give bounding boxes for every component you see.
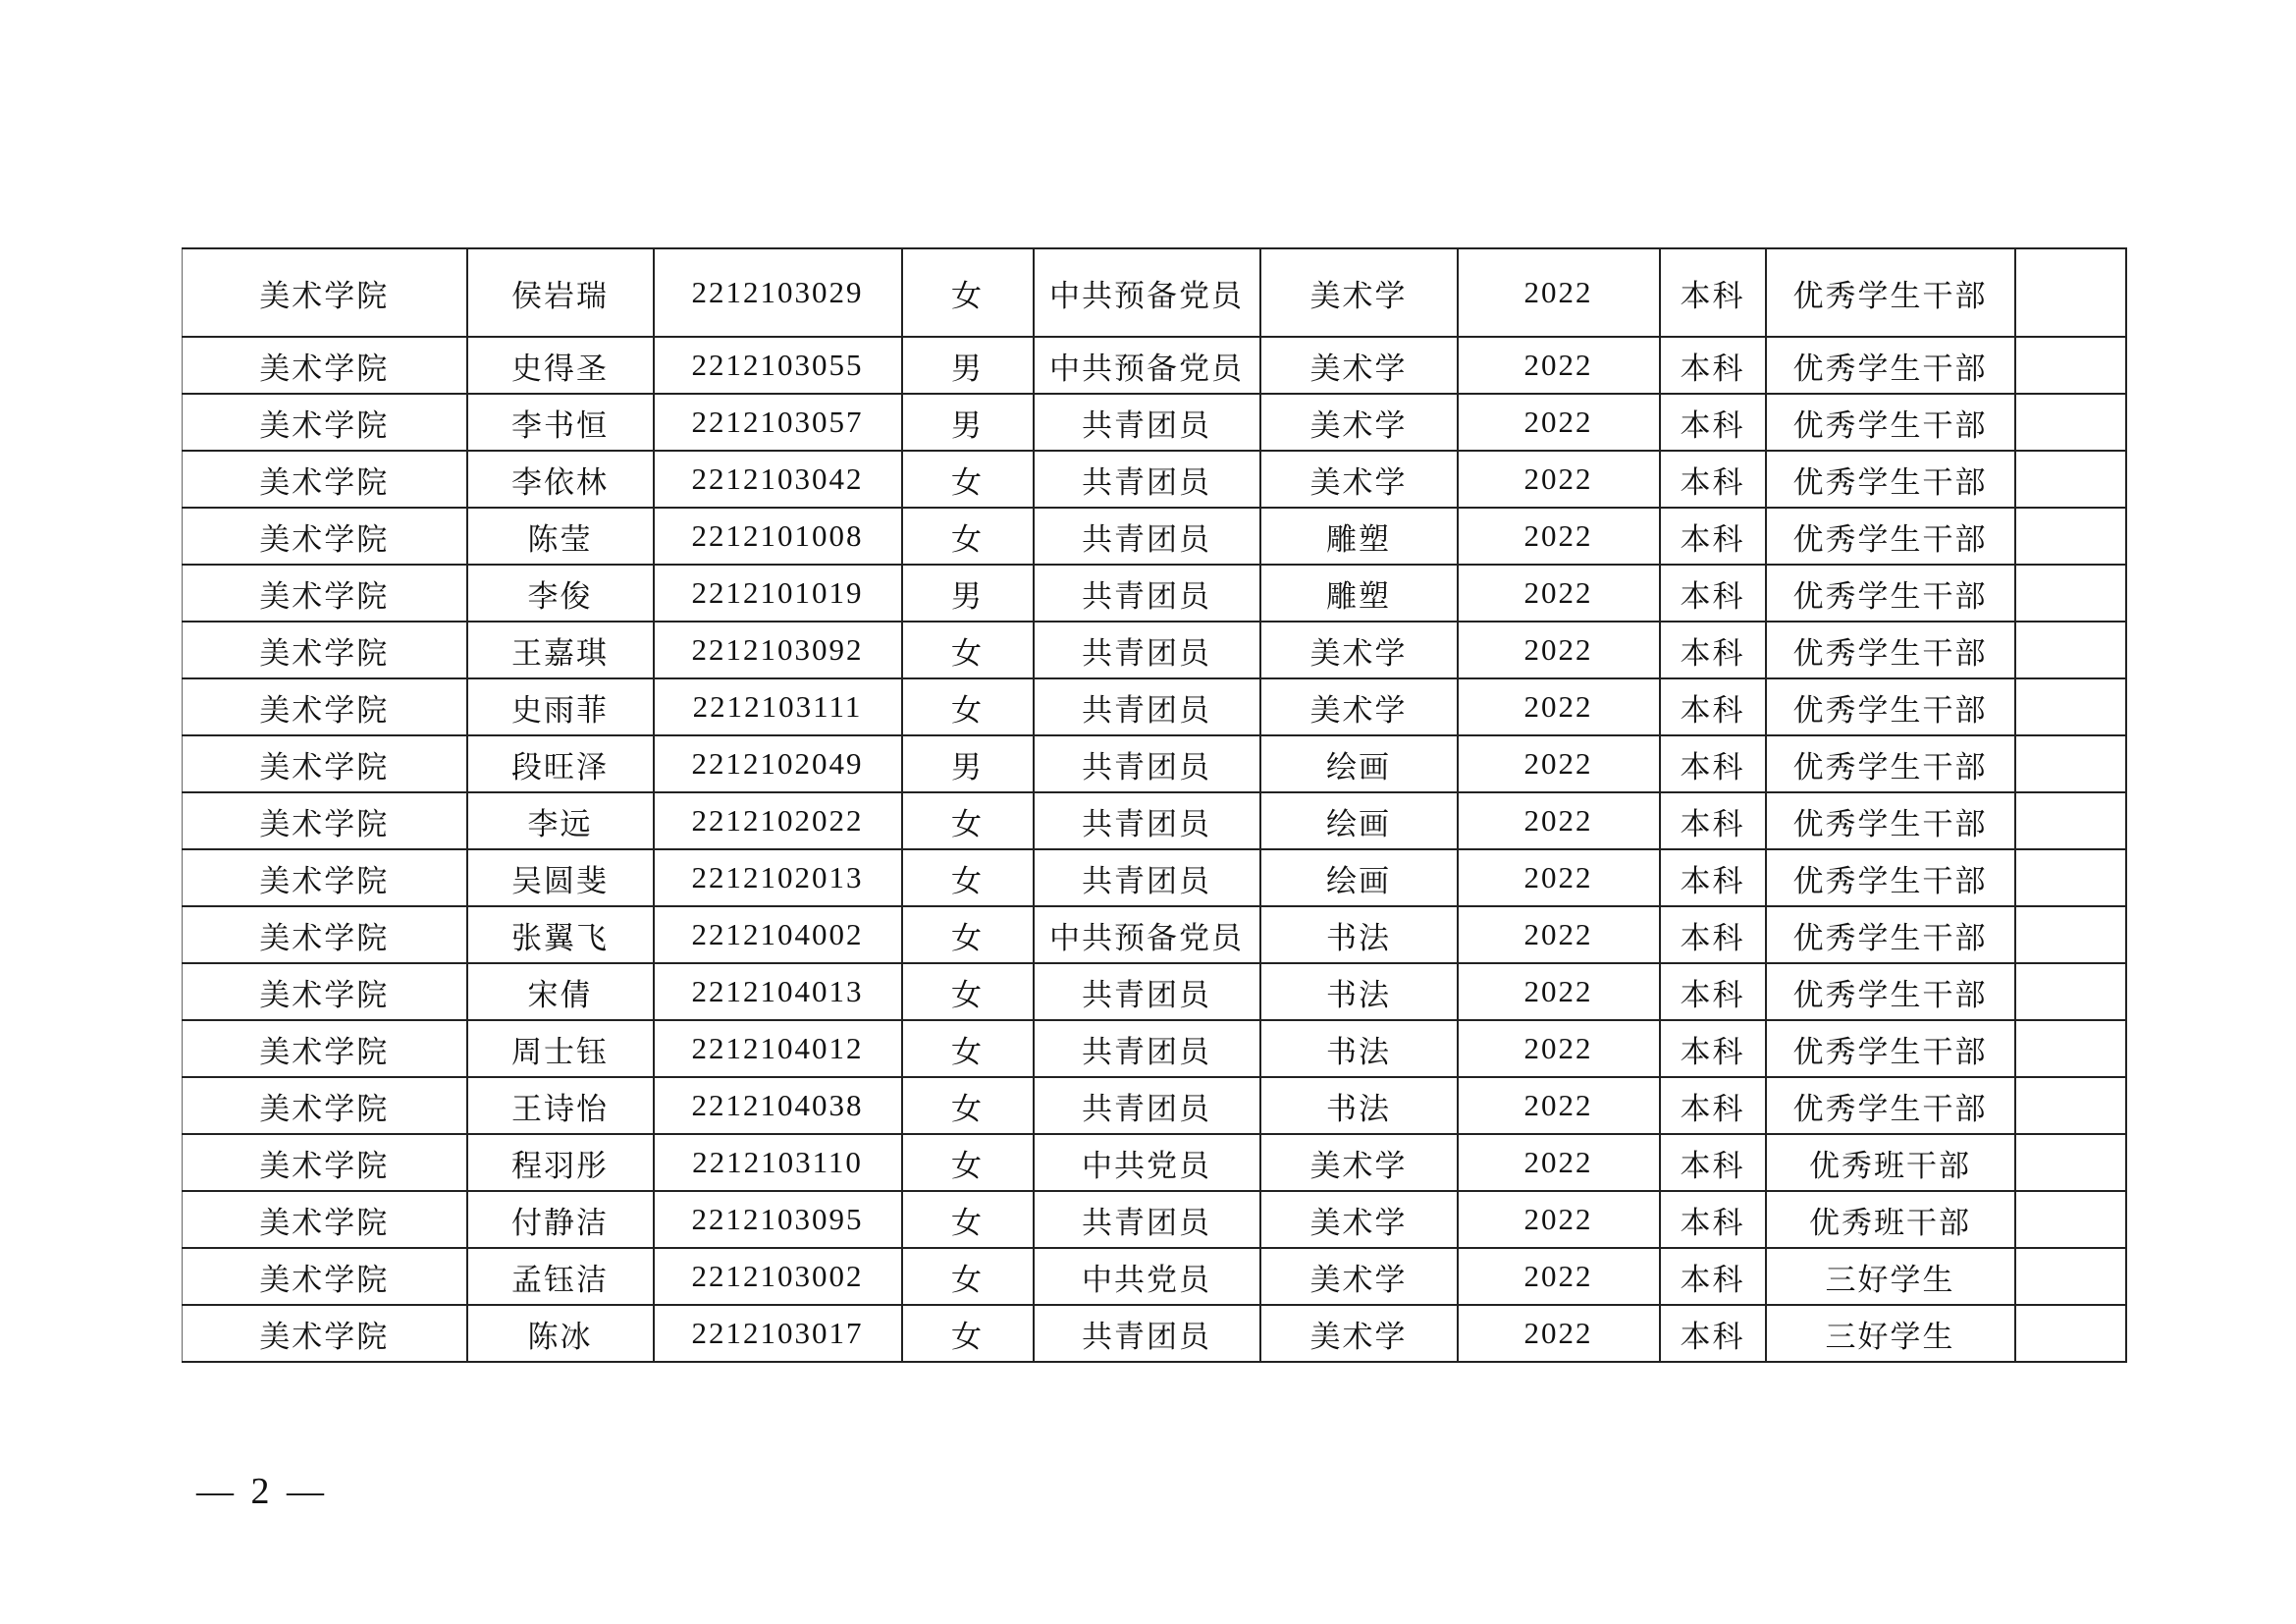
- degree-level-cell: 本科: [1660, 1077, 1766, 1134]
- gender-cell: 女: [902, 451, 1034, 508]
- award-cell: 优秀学生干部: [1766, 394, 2015, 451]
- college-cell: 美术学院: [183, 735, 467, 792]
- degree-level-cell: 本科: [1660, 849, 1766, 906]
- award-cell: 优秀学生干部: [1766, 248, 2015, 337]
- student-id-cell: 2212101019: [654, 565, 902, 622]
- degree-level-cell: 本科: [1660, 1305, 1766, 1362]
- remark-cell: [2015, 792, 2126, 849]
- degree-level-cell: 本科: [1660, 1248, 1766, 1305]
- political-status-cell: 共青团员: [1034, 792, 1260, 849]
- award-cell: 优秀学生干部: [1766, 337, 2015, 394]
- college-cell: 美术学院: [183, 963, 467, 1020]
- name-cell: 程羽彤: [467, 1134, 654, 1191]
- major-cell: 美术学: [1260, 337, 1458, 394]
- college-cell: 美术学院: [183, 1248, 467, 1305]
- name-cell: 王诗怡: [467, 1077, 654, 1134]
- student-id-cell: 2212102013: [654, 849, 902, 906]
- degree-level-cell: 本科: [1660, 248, 1766, 337]
- gender-cell: 女: [902, 963, 1034, 1020]
- table-row: [183, 1191, 2126, 1248]
- major-cell: 书法: [1260, 1020, 1458, 1077]
- award-cell: 优秀学生干部: [1766, 565, 2015, 622]
- college-cell: 美术学院: [183, 248, 467, 337]
- award-cell: 优秀学生干部: [1766, 622, 2015, 678]
- major-cell: 美术学: [1260, 451, 1458, 508]
- remark-cell: [2015, 394, 2126, 451]
- student-id-cell: 2212104012: [654, 1020, 902, 1077]
- gender-cell: 男: [902, 735, 1034, 792]
- name-cell: 宋倩: [467, 963, 654, 1020]
- remark-cell: [2015, 508, 2126, 565]
- name-cell: 侯岩瑞: [467, 248, 654, 337]
- degree-level-cell: 本科: [1660, 1020, 1766, 1077]
- remark-cell: [2015, 735, 2126, 792]
- major-cell: 美术学: [1260, 1134, 1458, 1191]
- degree-level-cell: 本科: [1660, 394, 1766, 451]
- grade-cell: 2022: [1458, 337, 1660, 394]
- grade-cell: 2022: [1458, 451, 1660, 508]
- grade-cell: 2022: [1458, 1134, 1660, 1191]
- college-cell: 美术学院: [183, 1020, 467, 1077]
- degree-level-cell: 本科: [1660, 1134, 1766, 1191]
- name-cell: 陈冰: [467, 1305, 654, 1362]
- student-id-cell: 2212104038: [654, 1077, 902, 1134]
- gender-cell: 女: [902, 622, 1034, 678]
- table-row: [183, 1305, 2126, 1362]
- degree-level-cell: 本科: [1660, 508, 1766, 565]
- award-cell: 优秀班干部: [1766, 1191, 2015, 1248]
- name-cell: 孟钰洁: [467, 1248, 654, 1305]
- remark-cell: [2015, 849, 2126, 906]
- political-status-cell: 中共党员: [1034, 1134, 1260, 1191]
- name-cell: 王嘉琪: [467, 622, 654, 678]
- degree-level-cell: 本科: [1660, 906, 1766, 963]
- gender-cell: 女: [902, 1077, 1034, 1134]
- grade-cell: 2022: [1458, 394, 1660, 451]
- political-status-cell: 中共预备党员: [1034, 337, 1260, 394]
- grade-cell: 2022: [1458, 963, 1660, 1020]
- table-row: [183, 1134, 2126, 1191]
- award-cell: 优秀学生干部: [1766, 1077, 2015, 1134]
- political-status-cell: 共青团员: [1034, 1077, 1260, 1134]
- college-cell: 美术学院: [183, 1305, 467, 1362]
- table-row: [183, 963, 2126, 1020]
- political-status-cell: 共青团员: [1034, 451, 1260, 508]
- roster-body: [183, 248, 2126, 1362]
- college-cell: 美术学院: [183, 849, 467, 906]
- grade-cell: 2022: [1458, 1020, 1660, 1077]
- table-row: [183, 906, 2126, 963]
- gender-cell: 男: [902, 565, 1034, 622]
- name-cell: 李远: [467, 792, 654, 849]
- gender-cell: 女: [902, 508, 1034, 565]
- degree-level-cell: 本科: [1660, 565, 1766, 622]
- degree-level-cell: 本科: [1660, 622, 1766, 678]
- gender-cell: 女: [902, 849, 1034, 906]
- table-row: [183, 1077, 2126, 1134]
- award-cell: 优秀学生干部: [1766, 451, 2015, 508]
- award-cell: 优秀学生干部: [1766, 906, 2015, 963]
- name-cell: 周士钰: [467, 1020, 654, 1077]
- degree-level-cell: 本科: [1660, 735, 1766, 792]
- political-status-cell: 共青团员: [1034, 678, 1260, 735]
- name-cell: 史雨菲: [467, 678, 654, 735]
- political-status-cell: 共青团员: [1034, 508, 1260, 565]
- table-row: [183, 792, 2126, 849]
- college-cell: 美术学院: [183, 622, 467, 678]
- remark-cell: [2015, 622, 2126, 678]
- grade-cell: 2022: [1458, 1191, 1660, 1248]
- remark-cell: [2015, 565, 2126, 622]
- college-cell: 美术学院: [183, 906, 467, 963]
- name-cell: 李依林: [467, 451, 654, 508]
- political-status-cell: 共青团员: [1034, 849, 1260, 906]
- name-cell: 史得圣: [467, 337, 654, 394]
- table-row: [183, 508, 2126, 565]
- gender-cell: 女: [902, 1191, 1034, 1248]
- award-cell: 三好学生: [1766, 1248, 2015, 1305]
- student-id-cell: 2212103055: [654, 337, 902, 394]
- table-row: [183, 394, 2126, 451]
- political-status-cell: 共青团员: [1034, 1020, 1260, 1077]
- grade-cell: 2022: [1458, 508, 1660, 565]
- student-id-cell: 2212103111: [654, 678, 902, 735]
- student-id-cell: 2212104002: [654, 906, 902, 963]
- major-cell: 绘画: [1260, 792, 1458, 849]
- gender-cell: 女: [902, 1134, 1034, 1191]
- political-status-cell: 中共预备党员: [1034, 248, 1260, 337]
- major-cell: 绘画: [1260, 735, 1458, 792]
- college-cell: 美术学院: [183, 394, 467, 451]
- major-cell: 美术学: [1260, 1191, 1458, 1248]
- college-cell: 美术学院: [183, 1191, 467, 1248]
- major-cell: 美术学: [1260, 1305, 1458, 1362]
- college-cell: 美术学院: [183, 508, 467, 565]
- remark-cell: [2015, 1077, 2126, 1134]
- remark-cell: [2015, 248, 2126, 337]
- remark-cell: [2015, 963, 2126, 1020]
- student-id-cell: 2212101008: [654, 508, 902, 565]
- student-id-cell: 2212103002: [654, 1248, 902, 1305]
- remark-cell: [2015, 1020, 2126, 1077]
- political-status-cell: 中共预备党员: [1034, 906, 1260, 963]
- grade-cell: 2022: [1458, 248, 1660, 337]
- degree-level-cell: 本科: [1660, 1191, 1766, 1248]
- award-roster-table: [182, 247, 2127, 1363]
- award-cell: 优秀学生干部: [1766, 678, 2015, 735]
- college-cell: 美术学院: [183, 451, 467, 508]
- award-cell: 优秀班干部: [1766, 1134, 2015, 1191]
- award-cell: 优秀学生干部: [1766, 1020, 2015, 1077]
- political-status-cell: 共青团员: [1034, 1305, 1260, 1362]
- student-id-cell: 2212102022: [654, 792, 902, 849]
- political-status-cell: 中共党员: [1034, 1248, 1260, 1305]
- table-row: [183, 735, 2126, 792]
- table-row: [183, 678, 2126, 735]
- political-status-cell: 共青团员: [1034, 622, 1260, 678]
- grade-cell: 2022: [1458, 622, 1660, 678]
- name-cell: 李书恒: [467, 394, 654, 451]
- political-status-cell: 共青团员: [1034, 394, 1260, 451]
- table-row: [183, 1020, 2126, 1077]
- name-cell: 张翼飞: [467, 906, 654, 963]
- student-id-cell: 2212103110: [654, 1134, 902, 1191]
- table-row: [183, 622, 2126, 678]
- major-cell: 书法: [1260, 906, 1458, 963]
- student-id-cell: 2212103095: [654, 1191, 902, 1248]
- gender-cell: 女: [902, 248, 1034, 337]
- major-cell: 书法: [1260, 963, 1458, 1020]
- political-status-cell: 共青团员: [1034, 565, 1260, 622]
- gender-cell: 女: [902, 906, 1034, 963]
- name-cell: 陈莹: [467, 508, 654, 565]
- gender-cell: 女: [902, 678, 1034, 735]
- name-cell: 李俊: [467, 565, 654, 622]
- gender-cell: 女: [902, 1020, 1034, 1077]
- college-cell: 美术学院: [183, 1077, 467, 1134]
- political-status-cell: 共青团员: [1034, 1191, 1260, 1248]
- remark-cell: [2015, 1248, 2126, 1305]
- grade-cell: 2022: [1458, 906, 1660, 963]
- grade-cell: 2022: [1458, 792, 1660, 849]
- political-status-cell: 共青团员: [1034, 963, 1260, 1020]
- college-cell: 美术学院: [183, 1134, 467, 1191]
- major-cell: 美术学: [1260, 678, 1458, 735]
- student-id-cell: 2212103057: [654, 394, 902, 451]
- name-cell: 付静洁: [467, 1191, 654, 1248]
- remark-cell: [2015, 906, 2126, 963]
- grade-cell: 2022: [1458, 1248, 1660, 1305]
- remark-cell: [2015, 337, 2126, 394]
- award-cell: 优秀学生干部: [1766, 508, 2015, 565]
- college-cell: 美术学院: [183, 565, 467, 622]
- college-cell: 美术学院: [183, 792, 467, 849]
- student-id-cell: 2212103092: [654, 622, 902, 678]
- major-cell: 美术学: [1260, 622, 1458, 678]
- remark-cell: [2015, 451, 2126, 508]
- table-row: [183, 565, 2126, 622]
- student-id-cell: 2212103029: [654, 248, 902, 337]
- major-cell: 雕塑: [1260, 565, 1458, 622]
- student-id-cell: 2212103017: [654, 1305, 902, 1362]
- remark-cell: [2015, 1191, 2126, 1248]
- major-cell: 书法: [1260, 1077, 1458, 1134]
- grade-cell: 2022: [1458, 1077, 1660, 1134]
- grade-cell: 2022: [1458, 678, 1660, 735]
- grade-cell: 2022: [1458, 849, 1660, 906]
- degree-level-cell: 本科: [1660, 678, 1766, 735]
- award-cell: 优秀学生干部: [1766, 792, 2015, 849]
- name-cell: 段旺泽: [467, 735, 654, 792]
- degree-level-cell: 本科: [1660, 337, 1766, 394]
- table-row: [183, 248, 2126, 337]
- major-cell: 美术学: [1260, 1248, 1458, 1305]
- table-row: [183, 1248, 2126, 1305]
- award-cell: 三好学生: [1766, 1305, 2015, 1362]
- grade-cell: 2022: [1458, 565, 1660, 622]
- table-row: [183, 451, 2126, 508]
- major-cell: 美术学: [1260, 394, 1458, 451]
- political-status-cell: 共青团员: [1034, 735, 1260, 792]
- table-row: [183, 337, 2126, 394]
- award-cell: 优秀学生干部: [1766, 849, 2015, 906]
- table-row: [183, 849, 2126, 906]
- award-cell: 优秀学生干部: [1766, 963, 2015, 1020]
- gender-cell: 女: [902, 1248, 1034, 1305]
- major-cell: 美术学: [1260, 248, 1458, 337]
- degree-level-cell: 本科: [1660, 451, 1766, 508]
- gender-cell: 男: [902, 337, 1034, 394]
- name-cell: 吴圆斐: [467, 849, 654, 906]
- college-cell: 美术学院: [183, 678, 467, 735]
- major-cell: 绘画: [1260, 849, 1458, 906]
- remark-cell: [2015, 1134, 2126, 1191]
- remark-cell: [2015, 1305, 2126, 1362]
- degree-level-cell: 本科: [1660, 792, 1766, 849]
- college-cell: 美术学院: [183, 337, 467, 394]
- student-id-cell: 2212103042: [654, 451, 902, 508]
- student-id-cell: 2212102049: [654, 735, 902, 792]
- gender-cell: 女: [902, 1305, 1034, 1362]
- degree-level-cell: 本科: [1660, 963, 1766, 1020]
- remark-cell: [2015, 678, 2126, 735]
- gender-cell: 男: [902, 394, 1034, 451]
- page-number: — 2 —: [196, 1471, 328, 1512]
- major-cell: 雕塑: [1260, 508, 1458, 565]
- award-cell: 优秀学生干部: [1766, 735, 2015, 792]
- gender-cell: 女: [902, 792, 1034, 849]
- student-id-cell: 2212104013: [654, 963, 902, 1020]
- grade-cell: 2022: [1458, 735, 1660, 792]
- grade-cell: 2022: [1458, 1305, 1660, 1362]
